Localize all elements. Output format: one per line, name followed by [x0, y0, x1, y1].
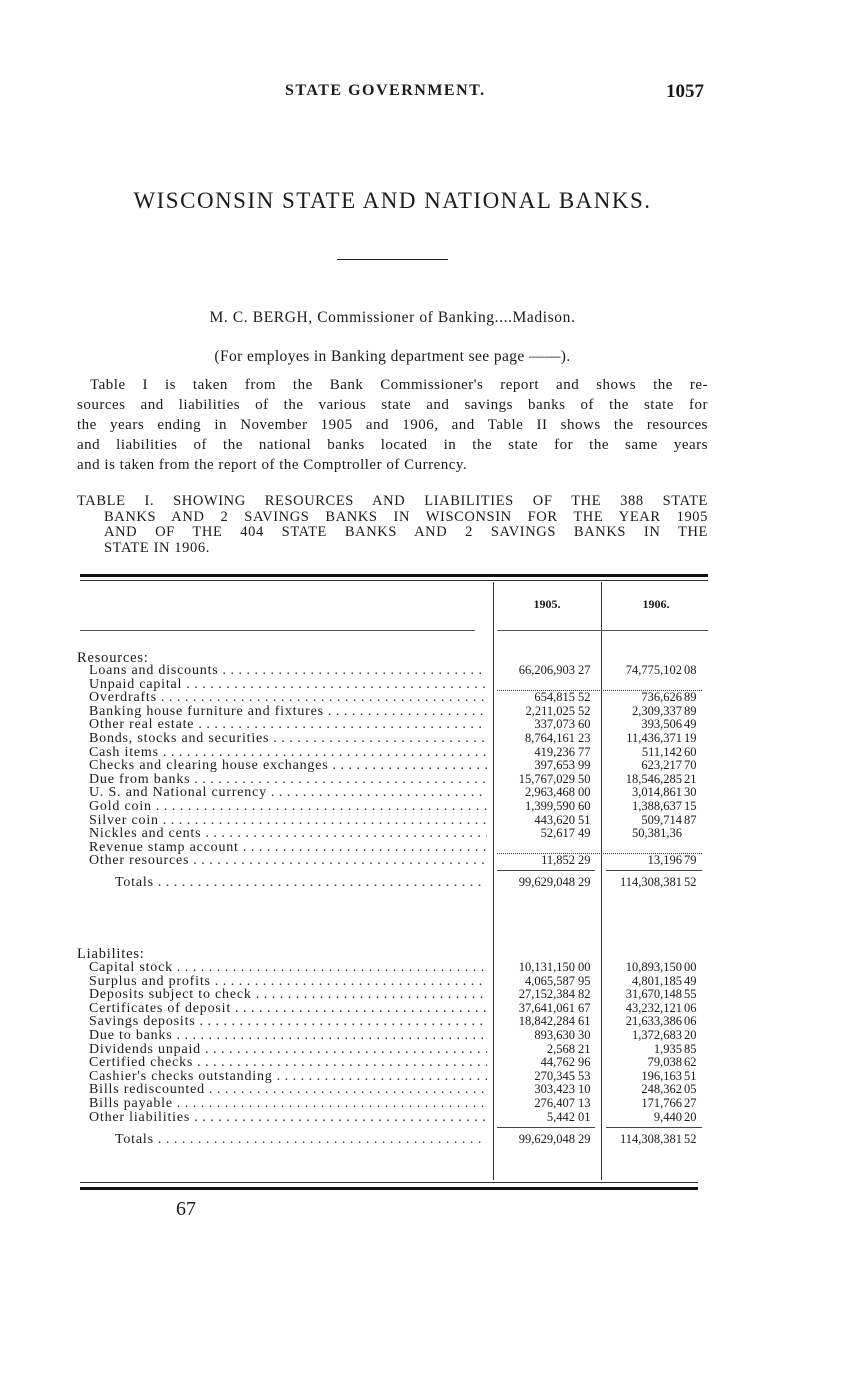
- value-1906-dollars: 3,014,861: [632, 785, 682, 800]
- value-1906-dollars: 171,766: [641, 1096, 682, 1110]
- value-1906-cents: 87: [684, 812, 697, 827]
- value-1906-dollars: 114,308,381: [619, 1132, 682, 1147]
- value-1905-cents: 49: [578, 826, 591, 841]
- row-label: Dividends unpaid . . .: [89, 1043, 487, 1057]
- value-1905-dollars: 443,620: [534, 812, 575, 827]
- table-row: [0, 773, 859, 787]
- value-1905-dollars: 276,407: [534, 1096, 575, 1110]
- value-1906-dollars: 509,714: [641, 812, 682, 827]
- value-1905-dollars: 2,963,468: [525, 785, 575, 800]
- value-1906-dollars: 2,309,337: [632, 703, 682, 718]
- value-1906-cents: 49: [684, 973, 697, 988]
- totals-row: [0, 1133, 859, 1147]
- row-label: Certificates of deposit . . .: [89, 1002, 487, 1016]
- intro-line: sources and liabilities of the various state and savings banks of the state for: [77, 397, 708, 413]
- liabilities-heading: Liabilites:: [77, 946, 145, 962]
- row-label: Bills payable . . .: [89, 1097, 487, 1111]
- value-1905-cents: 82: [578, 987, 591, 1002]
- value-1905-cents: 50: [578, 771, 591, 786]
- value-1906-cents: 52: [684, 875, 697, 889]
- value-1906-dollars: 50,381,36: [632, 826, 682, 841]
- value-1906-cents: 70: [684, 758, 697, 773]
- value-1906-dollars: 623,217: [641, 758, 682, 773]
- table-row: [0, 786, 859, 800]
- row-label: Due from banks . . .: [89, 773, 487, 787]
- table-row: [0, 664, 859, 678]
- table-row: [0, 1111, 859, 1125]
- table-row: [0, 1097, 859, 1111]
- value-1905-cents: 77: [578, 744, 591, 759]
- page-title: WISCONSIN STATE AND NATIONAL BANKS.: [133, 188, 652, 213]
- value-1905-cents: 53: [578, 1068, 591, 1083]
- value-1906-cents: 49: [684, 717, 697, 732]
- table-bottom-rule-thick: [80, 1187, 698, 1190]
- value-1905-cents: 51: [578, 812, 591, 827]
- table-row: [0, 975, 859, 989]
- table-row: [0, 1070, 859, 1084]
- table-row: [0, 678, 859, 692]
- table-row: [0, 1043, 859, 1057]
- caption-line: TABLE I. SHOWING RESOURCES AND LIABILITIES OF THE 388 STATE: [77, 493, 708, 509]
- value-1905-cents: 67: [578, 1000, 591, 1015]
- row-label: Gold coin . . .: [89, 800, 487, 814]
- value-1905-cents: 29: [578, 1132, 591, 1147]
- table-row: [0, 705, 859, 719]
- running-head: [0, 82, 859, 106]
- value-1905-dollars: 654,815: [534, 690, 575, 705]
- intro-line: Table I is taken from the Bank Commissioner's report and shows the re-: [90, 377, 708, 393]
- value-1906-dollars: 9,440: [653, 1109, 682, 1124]
- row-label: Cash items . . .: [89, 746, 487, 760]
- value-1905-dollars: 419,236: [534, 744, 575, 759]
- table-row: [0, 732, 859, 746]
- value-1905-cents: 27: [578, 663, 591, 677]
- table-row: [0, 961, 859, 975]
- value-1906-cents: 52: [684, 1132, 697, 1147]
- value-1906-dollars: 1,372,683: [632, 1028, 682, 1042]
- value-1905-dollars: 270,345: [534, 1068, 575, 1083]
- table-row: [0, 759, 859, 773]
- value-1906-dollars: 10,893,150: [625, 960, 682, 974]
- value-1906-dollars: 79,038: [647, 1055, 682, 1070]
- value-1906-cents: 27: [684, 1096, 697, 1110]
- value-1905-dollars: 15,767,029: [518, 771, 575, 786]
- value-1906-dollars: 21,633,386: [625, 1014, 682, 1029]
- value-1905-cents: 21: [578, 1041, 591, 1056]
- value-1906-cents: 79: [684, 853, 697, 868]
- page-number: 1057: [666, 81, 704, 102]
- row-label: Silver coin . . .: [89, 814, 487, 828]
- value-1906-cents: 85: [684, 1041, 697, 1056]
- value-1905-dollars: 303,423: [534, 1082, 575, 1097]
- value-1905-dollars: 99,629,048: [518, 1132, 575, 1147]
- value-1905-dollars: 2,568: [546, 1041, 575, 1056]
- row-label: Other liabilities . . .: [89, 1111, 487, 1125]
- table-row: [0, 1083, 859, 1097]
- running-title: STATE GOVERNMENT.: [285, 82, 486, 99]
- value-1905-cents: 30: [578, 1028, 591, 1042]
- table-caption: [77, 494, 708, 556]
- value-1905-cents: 60: [578, 799, 591, 813]
- row-label: Other resources . . .: [89, 854, 487, 868]
- row-label: Bills rediscounted . . .: [89, 1083, 487, 1097]
- signature-number: 67: [176, 1198, 196, 1220]
- value-1905-dollars: 1,399,590: [525, 799, 575, 813]
- value-1906-cents: 51: [684, 1068, 697, 1083]
- table-row: [0, 988, 859, 1002]
- value-1906-dollars: 31,670,148: [625, 987, 682, 1002]
- resources-heading: Resources:: [77, 650, 149, 666]
- value-1905-cents: 29: [578, 875, 591, 889]
- table-row: [0, 1056, 859, 1070]
- value-1905-dollars: 37,641,061: [518, 1000, 575, 1015]
- value-1905-cents: 00: [578, 960, 591, 974]
- value-1905-dollars: 2,211,025: [525, 703, 575, 718]
- value-1905-dollars: 8,764,161: [525, 731, 575, 745]
- value-1906-dollars: 18,546,285: [625, 771, 682, 786]
- value-1905-cents: 61: [578, 1014, 591, 1029]
- value-1905-dollars: 10,131,150: [518, 960, 575, 974]
- value-1905-dollars: 99,629,048: [518, 875, 575, 889]
- value-1906-cents: 21: [684, 771, 697, 786]
- row-label: Overdrafts . . .: [89, 691, 487, 705]
- value-1906-cents: 20: [684, 1028, 697, 1042]
- value-1906-dollars: 114,308,381: [619, 875, 682, 889]
- column-header-1905: 1905.: [533, 597, 561, 611]
- table-row: [0, 854, 859, 868]
- value-1906-cents: 06: [684, 1014, 697, 1029]
- value-1906-cents: 20: [684, 1109, 697, 1124]
- value-1906-cents: 30: [684, 785, 697, 800]
- value-1905-dollars: 27,152,384: [518, 987, 575, 1002]
- table-top-rule: [80, 574, 708, 577]
- row-label: Checks and clearing house exchanges . . .: [89, 759, 487, 773]
- caption-line: AND OF THE 404 STATE BANKS AND 2 SAVINGS BANKS IN THE: [104, 524, 708, 540]
- value-1906-dollars: 393,506: [641, 717, 682, 732]
- value-1905-cents: 01: [578, 1109, 591, 1124]
- subtotal-rule: [497, 1127, 595, 1128]
- value-1905-cents: 95: [578, 973, 591, 988]
- value-1906-cents: 05: [684, 1082, 697, 1097]
- row-label: Nickles and cents . . .: [89, 827, 487, 841]
- table-row: [0, 1015, 859, 1029]
- row-label: U. S. and National currency . . .: [89, 786, 487, 800]
- value-1906-dollars: 511,142: [641, 744, 682, 759]
- table-top-rule-thin: [80, 580, 708, 581]
- table-row: [0, 746, 859, 760]
- value-1905-cents: 52: [578, 703, 591, 718]
- value-1906-dollars: 13,196: [647, 853, 682, 868]
- value-1905-cents: 10: [578, 1082, 591, 1097]
- value-1905-dollars: 11,852: [541, 853, 575, 868]
- value-1905-cents: 99: [578, 758, 591, 773]
- row-label: Surplus and profits . . .: [89, 975, 487, 989]
- row-label: Loans and discounts . . .: [89, 664, 487, 678]
- row-label: Revenue stamp account . . .: [89, 841, 487, 855]
- row-label: Savings deposits . . .: [89, 1015, 487, 1029]
- table-row: [0, 691, 859, 705]
- value-1905-dollars: 52,617: [540, 826, 575, 841]
- value-1905-dollars: 66,206,903: [518, 663, 575, 677]
- column-header-1906: 1906.: [642, 597, 670, 611]
- row-label: Deposits subject to check . . .: [89, 988, 487, 1002]
- value-1906-dollars: 736,626: [641, 690, 682, 705]
- value-1906-dollars: 1,935: [653, 1041, 682, 1056]
- table-bottom-rule: [80, 1182, 698, 1183]
- intro-line: and is taken from the report of the Comptroller of Currency.: [77, 457, 468, 473]
- title-divider: [337, 259, 448, 260]
- table-row: [0, 814, 859, 828]
- value-1906-dollars: 1,388,637: [632, 799, 682, 813]
- value-1906-dollars: 196,163: [641, 1068, 682, 1083]
- value-1906-dollars: 74,775,102: [625, 663, 682, 677]
- value-1906-cents: 15: [684, 799, 697, 813]
- subtotal-rule: [497, 870, 595, 871]
- value-1906-cents: 89: [684, 703, 697, 718]
- value-1906-dollars: 4,801,185: [632, 973, 682, 988]
- intro-line: and liabilities of the national banks located in the state for the same years: [77, 437, 708, 453]
- value-1905-cents: 29: [578, 853, 591, 868]
- value-1905-cents: 60: [578, 717, 591, 732]
- value-1906-cents: 62: [684, 1055, 697, 1070]
- row-label: Bonds, stocks and securities . . .: [89, 732, 487, 746]
- table-row: [0, 1002, 859, 1016]
- row-label: Cashier's checks outstanding . . .: [89, 1070, 487, 1084]
- row-label: Totals . . .: [115, 876, 487, 890]
- commissioner-line: M. C. BERGH, Commissioner of Banking....Madison.: [209, 309, 576, 326]
- value-1905-dollars: 397,653: [534, 758, 575, 773]
- subtotal-rule: [606, 870, 702, 871]
- subtotal-rule: [606, 1127, 702, 1128]
- caption-line: BANKS AND 2 SAVINGS BANKS IN WISCONSIN FOR THE YEAR 1905: [104, 508, 708, 525]
- value-1906-cents: 60: [684, 744, 697, 759]
- value-1905-dollars: 5,442: [546, 1109, 575, 1124]
- row-label: Other real estate . . .: [89, 718, 487, 732]
- value-1906-cents: 19: [684, 731, 697, 745]
- employes-note: (For employes in Banking department see page ——).: [214, 348, 571, 365]
- table-row: [0, 827, 859, 841]
- value-1906-cents: 00: [684, 960, 697, 974]
- intro-paragraph: [77, 375, 708, 475]
- row-label: Certified checks . . .: [89, 1056, 487, 1070]
- row-label: Totals . . .: [115, 1133, 487, 1147]
- table-row: [0, 841, 859, 855]
- totals-row: [0, 876, 859, 890]
- row-label: Banking house furniture and fixtures . . .: [89, 705, 487, 719]
- table-row: [0, 1029, 859, 1043]
- header-underline: [80, 630, 475, 631]
- value-1905-cents: 96: [578, 1055, 591, 1070]
- value-1905-dollars: 4,065,587: [525, 973, 575, 988]
- value-1905-cents: 00: [578, 785, 591, 800]
- caption-line: STATE IN 1906.: [104, 539, 210, 556]
- row-label: Capital stock . . .: [89, 961, 487, 975]
- value-1905-cents: 13: [578, 1096, 591, 1110]
- value-1906-cents: 89: [684, 690, 697, 705]
- row-label: Due to banks . . .: [89, 1029, 487, 1043]
- value-1906-dollars: 11,436,371: [626, 731, 682, 745]
- value-1905-dollars: 18,842,284: [518, 1014, 575, 1029]
- value-1906-dollars: 248,362: [641, 1082, 682, 1097]
- value-1905-dollars: 337,073: [534, 717, 575, 732]
- value-1905-cents: 23: [578, 731, 591, 745]
- table-row: [0, 718, 859, 732]
- value-1905-dollars: 893,630: [534, 1028, 575, 1042]
- value-1905-dollars: 44,762: [540, 1055, 575, 1070]
- header-underline: [497, 630, 708, 631]
- value-1906-cents: 08: [684, 663, 697, 677]
- value-1906-dollars: 43,232,121: [625, 1000, 682, 1015]
- row-label: Unpaid capital . . .: [89, 678, 487, 692]
- table-row: [0, 800, 859, 814]
- value-1906-cents: 55: [684, 987, 697, 1002]
- intro-line: the years ending in November 1905 and 1906, and Table II shows the resources: [77, 417, 708, 433]
- value-1905-cents: 52: [578, 690, 591, 705]
- value-1906-cents: 06: [684, 1000, 697, 1015]
